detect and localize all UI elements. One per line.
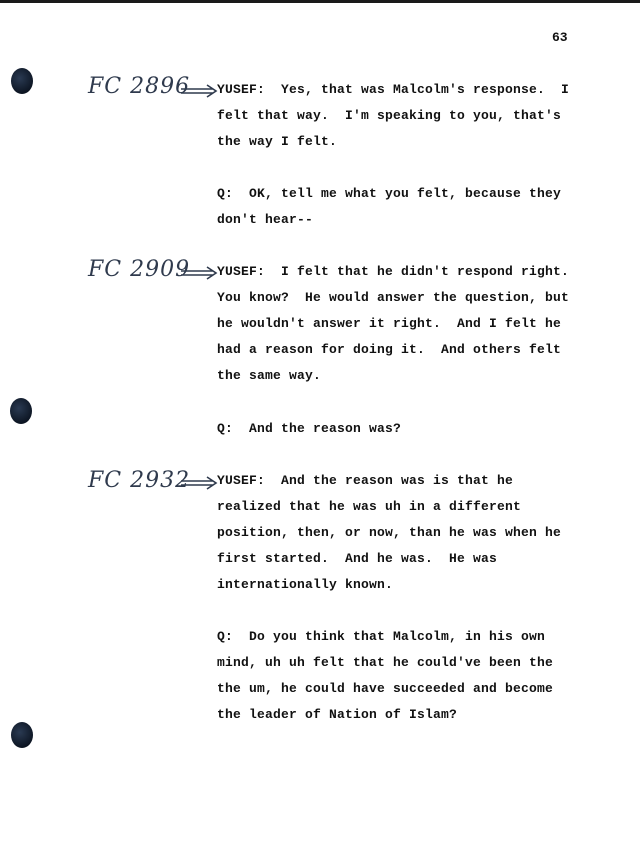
- transcript-line: Q: Do you think that Malcolm, in his own: [217, 629, 546, 644]
- punch-hole-top: [11, 68, 33, 94]
- margin-note-fc-2932: FC 2932: [88, 468, 191, 493]
- margin-arrow-icon: [180, 84, 218, 98]
- transcript-line: Q: OK, tell me what you felt, because they: [217, 186, 562, 201]
- transcript-line: YUSEF: Yes, that was Malcolm's response. I: [217, 82, 570, 97]
- transcript-line: realized that he was uh in a different: [217, 499, 522, 514]
- margin-arrow-icon: [180, 266, 218, 280]
- margin-arrow-icon: [180, 476, 218, 490]
- transcript-line: You know? He would answer the question, but: [217, 290, 570, 305]
- transcript-line: YUSEF: And the reason was is that he: [217, 473, 514, 488]
- transcript-line: mind, uh uh felt that he could've been the: [217, 655, 554, 670]
- transcript-line: the leader of Nation of Islam?: [217, 707, 458, 722]
- punch-hole-middle: [10, 398, 32, 424]
- transcript-line: don't hear--: [217, 212, 314, 227]
- transcript-line: the um, he could have succeeded and become: [217, 681, 554, 696]
- margin-note-fc-2896: FC 2896: [88, 74, 191, 99]
- transcript-line: Q: And the reason was?: [217, 421, 402, 436]
- transcript-line: internationally known.: [217, 577, 394, 592]
- transcript-line: the same way.: [217, 368, 322, 383]
- transcript-line: he wouldn't answer it right. And I felt he: [217, 316, 562, 331]
- top-edge-rule: [0, 0, 640, 3]
- punch-hole-bottom: [11, 722, 33, 748]
- transcript-line: first started. And he was. He was: [217, 551, 498, 566]
- page-number: 63: [552, 30, 568, 45]
- transcript-line: had a reason for doing it. And others felt: [217, 342, 562, 357]
- transcript-line: position, then, or now, than he was when he: [217, 525, 562, 540]
- transcript-line: felt that way. I'm speaking to you, that's: [217, 108, 562, 123]
- transcript-line: the way I felt.: [217, 134, 338, 149]
- margin-note-fc-2909: FC 2909: [88, 257, 191, 282]
- transcript-line: YUSEF: I felt that he didn't respond right.: [217, 264, 570, 279]
